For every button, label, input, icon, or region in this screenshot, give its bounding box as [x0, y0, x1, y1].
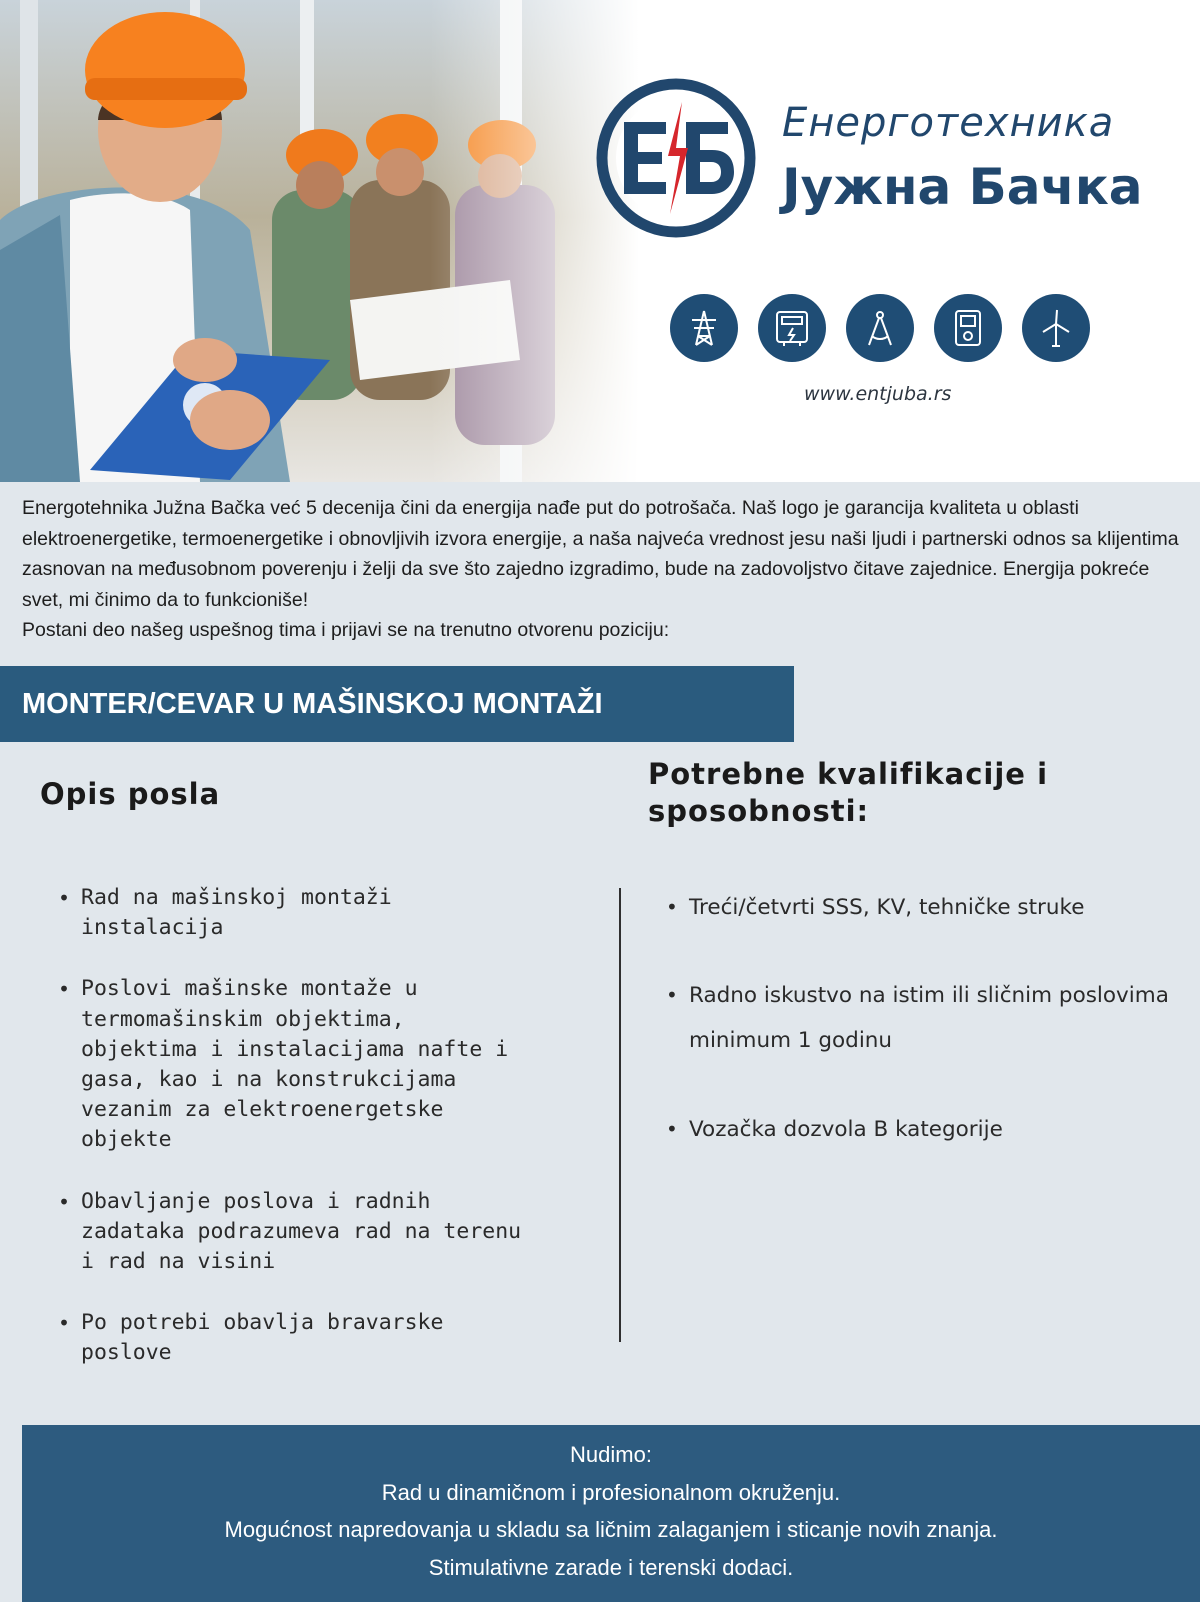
thermostat-icon: [934, 294, 1002, 362]
service-icons-row: [670, 294, 1090, 364]
photo-fade-overlay: [430, 0, 640, 482]
compass-drafting-icon: [846, 294, 914, 362]
list-item: • Poslovi mašinske montaže u termomašinskim objektima, objektima i instalacijama nafte i gasa, kao i na konstrukcijama vezanim za elektroenergetske objekte: [56, 974, 526, 1155]
power-tower-icon: [670, 294, 738, 362]
column-divider: [619, 888, 621, 1342]
electric-meter-icon: [758, 294, 826, 362]
position-title: MONTER/CEVAR U MAŠINSKOJ MONTAŽI: [22, 688, 603, 720]
qualifications-heading: Potrebne kvalifikacije i sposobnosti:: [648, 757, 1049, 828]
intro-text: [22, 493, 1182, 646]
company-logo: [596, 78, 1176, 238]
list-item: • Rad na mašinskoj montaži instalacija: [56, 883, 526, 943]
offer-title: Nudimo:: [570, 1442, 652, 1467]
list-item: • Vozačka dozvola B kategorije: [664, 1107, 1184, 1152]
website-link[interactable]: www.entjuba.rs: [804, 383, 952, 405]
brand-name-line2: Јужна Бачка: [782, 158, 1143, 216]
offer-box: [22, 1425, 1200, 1602]
wind-turbine-icon: [1022, 294, 1090, 362]
job-description-heading: Opis posla: [40, 777, 221, 811]
eb-logo-icon: [596, 78, 756, 238]
list-item: • Obavljanje poslova i radnih zadataka podrazumeva rad na terenu i rad na visini: [56, 1187, 526, 1278]
position-banner: [0, 666, 794, 742]
list-item: • Treći/četvrti SSS, KV, tehničke struke: [664, 885, 1184, 930]
call-to-action: Postani deo našeg uspešnog tima i prijavi se na trenutno otvorenu poziciju:: [22, 619, 670, 641]
offer-line: Rad u dinamičnom i profesionalnom okruženju.: [381, 1479, 841, 1505]
intro-paragraph: Energotehnika Južna Bačka već 5 decenija čini da energija nađe put do potrošača. Naš logo je garancija kvaliteta u oblasti elektroenergetike, termoenergetike i obnovljivih izvora energije, a naša najveća vrednost jesu naši ljudi i partnerski odnos sa klijentima zasnovan na međusobnom poverenju i želji da sve što zajedno izgradimo, bude na zadovoljstvo čitave zajednice. Energija pokreće svet, mi činimo da to funkcioniše!: [22, 497, 1179, 611]
header-banner: [0, 0, 1200, 482]
job-description-list: [56, 883, 526, 1400]
list-item: • Po potrebi obavlja bravarske poslove: [56, 1308, 526, 1368]
offer-line: Mogućnost napredovanja u skladu sa ličnim zalaganjem i sticanje novih znanja.: [224, 1517, 998, 1542]
offer-line: Stimulativne zarade i terenski dodaci.: [428, 1554, 794, 1580]
qualifications-list: [664, 885, 1184, 1152]
workers-photo: [0, 0, 640, 482]
list-item: • Radno iskustvo na istim ili sličnim poslovima minimum 1 godinu: [664, 973, 1184, 1063]
brand-name-line1: Енерготехника: [782, 100, 1115, 146]
